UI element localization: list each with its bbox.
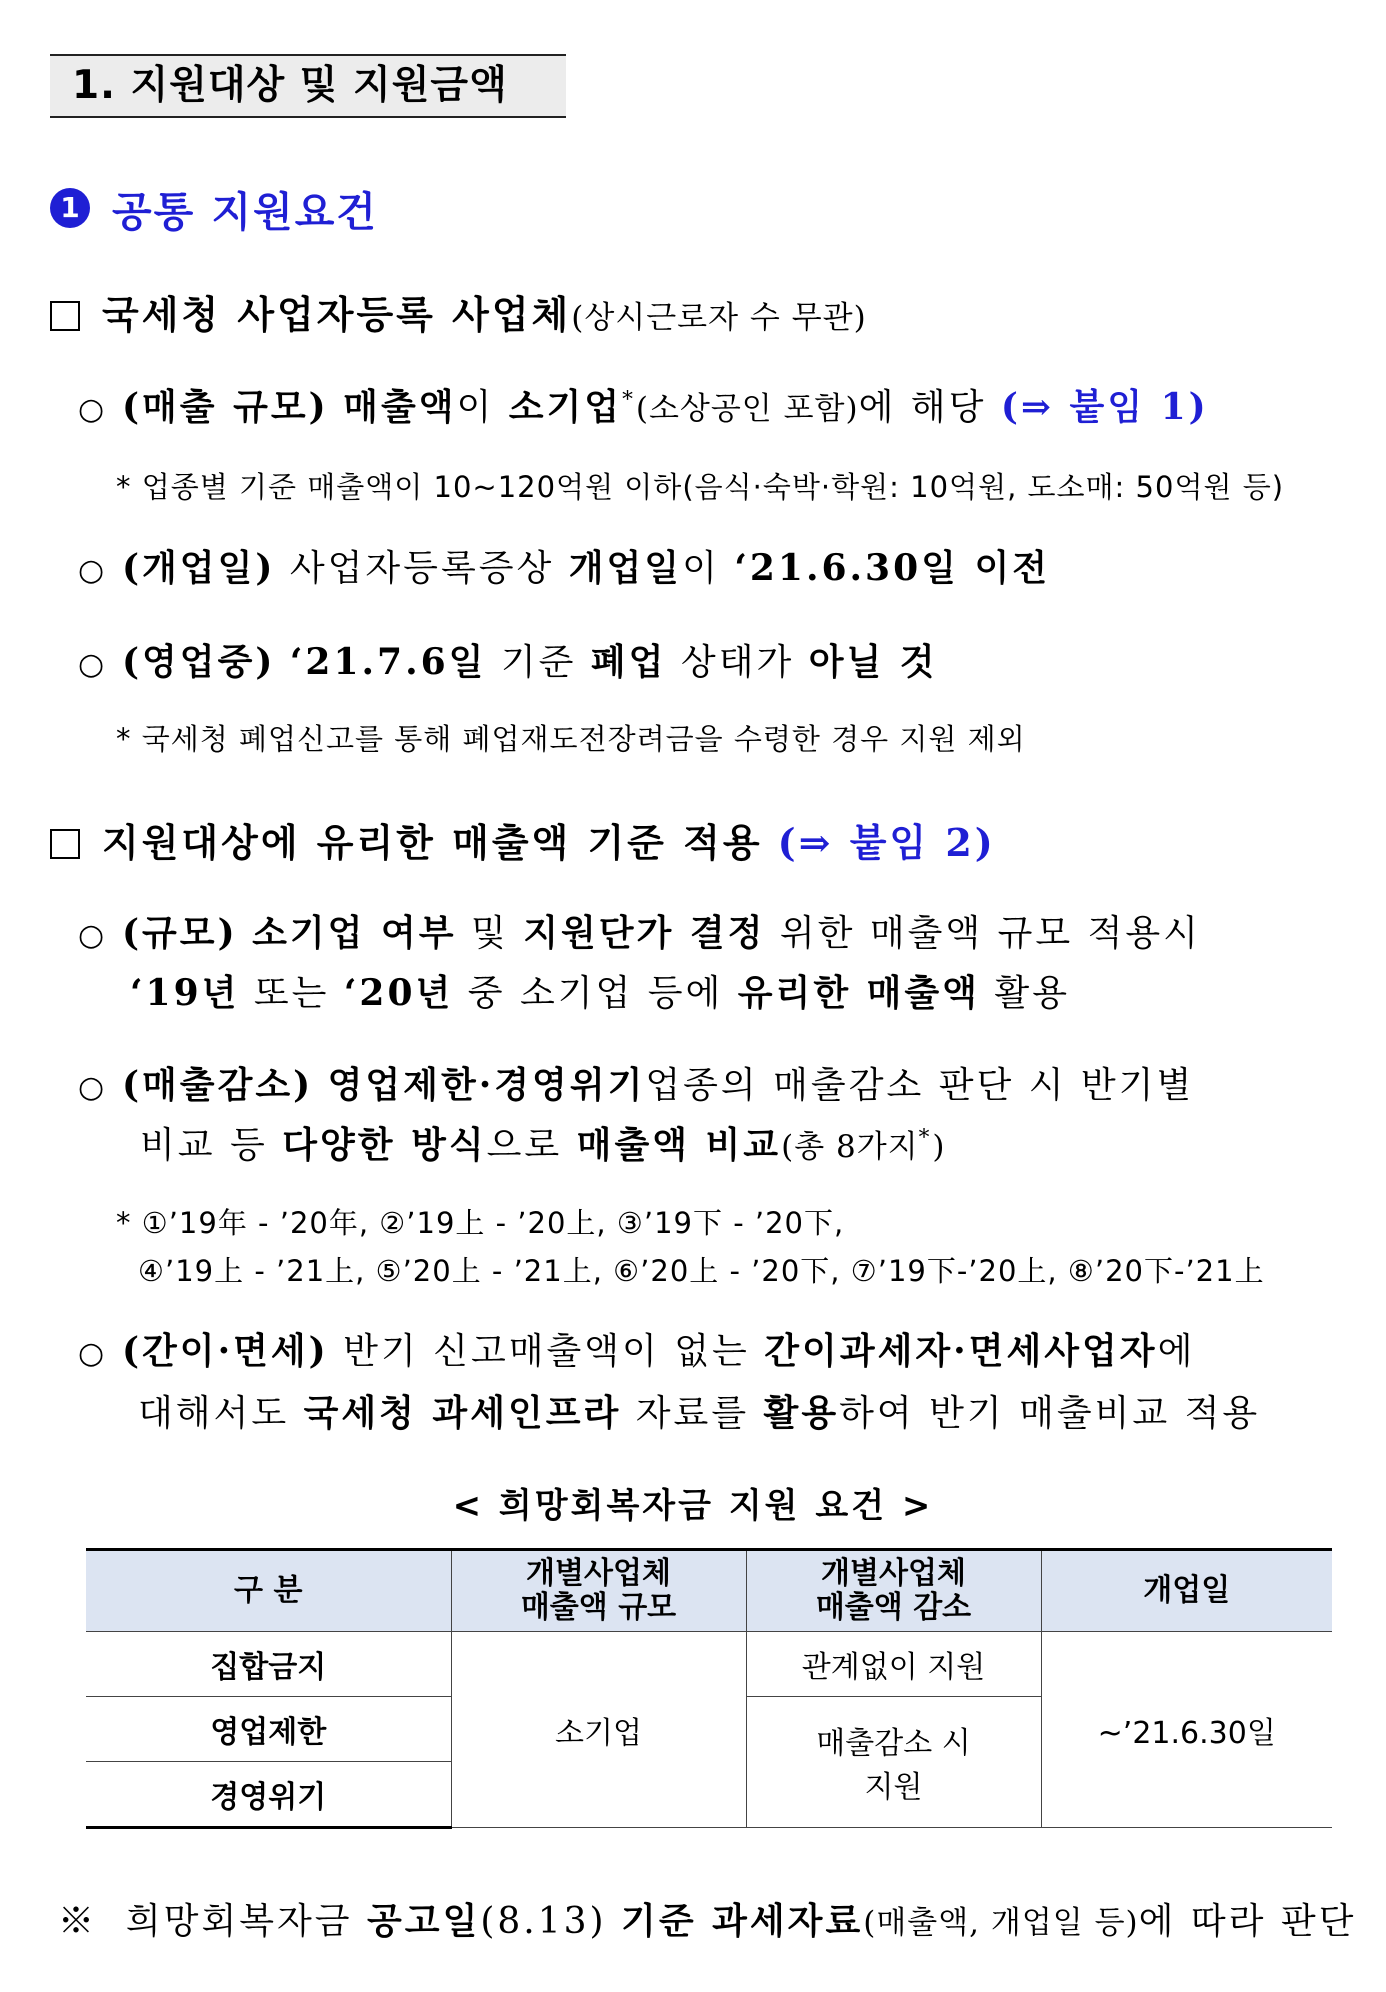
row-label-gathering-ban: 집합금지 <box>86 1632 451 1697</box>
item-label: (영업중) <box>122 641 276 683</box>
header-text: 개업일 <box>1143 1572 1231 1608</box>
text-plain: 활용 <box>994 973 1070 1014</box>
text-plain: 위한 매출액 규모 적용시 <box>779 913 1201 954</box>
text-bold: 유리한 매출액 <box>737 972 980 1014</box>
subsection-heading <box>50 180 378 236</box>
item-opening-date <box>78 547 1050 590</box>
text-plain: 하여 반기 매출비교 적용 <box>839 1393 1261 1434</box>
text-paren: (총 8가지 <box>781 1129 919 1165</box>
table-title: < 희망회복자금 지원 요건 > <box>452 1486 934 1526</box>
circle-bullet-icon: ○ <box>78 1336 108 1371</box>
header-category <box>86 1550 451 1632</box>
text-bold: 개업일 <box>568 547 683 589</box>
text-plain: 및 <box>470 913 509 954</box>
item-sales-size <box>78 386 1209 429</box>
cell-text: 지원 <box>864 1770 923 1805</box>
text-plain: 자료를 <box>635 1393 750 1434</box>
text-plain: 반기 신고매출액이 없는 <box>343 1331 750 1372</box>
row-label-management-crisis: 경영위기 <box>86 1762 451 1828</box>
row-label-business-restriction: 영업제한 <box>86 1697 451 1762</box>
header-text: 매출액 감소 <box>815 1590 972 1625</box>
header-text: 구 분 <box>234 1572 303 1608</box>
item-in-business <box>78 641 938 684</box>
text-plain: 에 해당 <box>858 387 987 428</box>
text-plain: 으로 <box>486 1125 563 1166</box>
appendix-2-reference: (⇒ 붙임 2) <box>777 820 996 865</box>
reference-mark-icon: ※ <box>58 1901 98 1942</box>
bullet-business-registration <box>50 292 867 339</box>
header-text: 매출액 규모 <box>520 1590 677 1625</box>
text-plain: 비교 등 <box>140 1125 268 1166</box>
text-plain: 상태가 <box>680 642 795 683</box>
text-bold: 다양한 방식 <box>282 1124 487 1166</box>
item-label: (매출 규모) <box>122 386 329 428</box>
text-bold: ‘21.6.30일 이전 <box>734 547 1051 589</box>
text-paren: (소상공인 포함) <box>635 391 859 427</box>
number-one-icon: 1 <box>50 188 90 228</box>
text-plain: (8.13) <box>480 1901 607 1942</box>
text-bold: 기준 과세자료 <box>621 1900 864 1942</box>
circle-bullet-icon: ○ <box>78 647 108 682</box>
header-sales-decline <box>746 1550 1041 1632</box>
note-comparison-methods-2: ④’19上 - ’21上, ⑤’20上 - ’21上, ⑥’20上 - ’20下, ⑦’19下-’20上, ⑧’20下-’21上 <box>138 1254 1265 1288</box>
text-plain: 업종의 매출감소 판단 시 반기별 <box>645 1065 1195 1106</box>
bullet-main-text: 국세청 사업자등록 사업체 <box>102 292 572 337</box>
header-text: 개별사업체 <box>821 1555 966 1591</box>
text-bold: ‘21.7.6일 <box>289 641 487 683</box>
text-plain: 에 <box>1157 1331 1196 1372</box>
item-label: (규모) <box>122 912 238 954</box>
text-plain: 이 <box>682 548 720 589</box>
text-plain: 에 따라 판단 <box>1138 1901 1357 1942</box>
section-title: 1. 지원대상 및 지원금액 <box>50 54 566 118</box>
text-plain: 이 <box>456 387 495 428</box>
table-header-row <box>86 1550 1332 1632</box>
item-simplified-tax-line2 <box>138 1392 1260 1435</box>
text-bold: 아닐 것 <box>808 641 938 683</box>
circle-bullet-icon: ○ <box>78 1070 108 1105</box>
text-bold: 활용 <box>763 1392 840 1434</box>
item-label: (간이·면세) <box>122 1330 329 1372</box>
text-bold: 간이과세자·면세사업자 <box>764 1330 1158 1372</box>
bullet-main-text: 지원대상에 유리한 매출액 기준 적용 <box>102 820 763 865</box>
checkbox-square-icon <box>50 301 80 331</box>
text-bold: ‘20년 <box>343 972 454 1014</box>
footer-note <box>58 1900 1356 1943</box>
item-scale-line2 <box>130 972 1070 1015</box>
header-opening-date <box>1041 1550 1332 1632</box>
text-bold: 지원단가 결정 <box>523 912 766 954</box>
circle-bullet-icon: ○ <box>78 392 108 427</box>
text-plain: 또는 <box>253 973 330 1014</box>
appendix-1-reference: (⇒ 붙임 1) <box>1000 386 1209 428</box>
text-paren: (매출액, 개업일 등) <box>863 1905 1139 1941</box>
cell-text: 매출감소 시 <box>816 1726 971 1761</box>
note-comparison-methods-1: * ①’19年 - ’20年, ②’19上 - ’20上, ③’19下 - ’20下, <box>116 1206 845 1240</box>
item-sales-decline-line1 <box>78 1064 1194 1107</box>
text-bold: 소기업 <box>508 386 623 428</box>
text-bold: 소기업 여부 <box>252 912 457 954</box>
footnote-mark: * <box>918 1125 933 1150</box>
item-simplified-tax-line1 <box>78 1330 1195 1373</box>
text-plain: 대해서도 <box>138 1393 290 1434</box>
cell-decline-regardless: 관계없이 지원 <box>746 1632 1041 1697</box>
bullet-favorable-sales-standard <box>50 820 996 867</box>
text-plain: 기준 <box>500 642 577 683</box>
table-row <box>86 1632 1332 1697</box>
text-bold: 매출액 <box>343 386 457 428</box>
text-plain: 희망회복자금 <box>125 1901 353 1942</box>
cell-opening-date: ~’21.6.30일 <box>1041 1632 1332 1828</box>
cell-sales-size: 소기업 <box>451 1632 746 1828</box>
item-label: (개업일) <box>122 547 276 589</box>
text-plain: 사업자등록증상 <box>289 548 555 589</box>
checkbox-square-icon <box>50 829 80 859</box>
text-plain: 중 소기업 등에 <box>467 973 724 1014</box>
note-sales-threshold: * 업종별 기준 매출액이 10~120억원 이하(음식·숙박·학원: 10억원, 도소매: 50억원 등) <box>116 470 1285 504</box>
circle-bullet-icon: ○ <box>78 553 108 588</box>
circle-bullet-icon: ○ <box>78 918 108 953</box>
item-scale-line1 <box>78 912 1201 955</box>
text-bold: 영업제한·경영위기 <box>327 1064 646 1106</box>
subsection-title: 공통 지원요건 <box>112 187 378 236</box>
text-bold: 공고일 <box>367 1900 481 1942</box>
text-paren: ) <box>932 1129 946 1165</box>
text-bold: 매출액 비교 <box>576 1124 782 1166</box>
footnote-mark: * <box>622 387 636 412</box>
requirements-table <box>86 1548 1332 1829</box>
text-bold: ‘19년 <box>130 972 240 1014</box>
header-sales-size <box>451 1550 746 1632</box>
text-bold: 국세청 과세인프라 <box>303 1392 622 1434</box>
header-text: 개별사업체 <box>526 1555 671 1591</box>
note-closure-exclusion: * 국세청 폐업신고를 통해 폐업재도전장려금을 수령한 경우 지원 제외 <box>116 722 1026 756</box>
text-bold: 폐업 <box>590 641 667 683</box>
cell-decline-required <box>746 1697 1041 1828</box>
bullet-paren-text: (상시근로자 수 무관) <box>571 300 867 336</box>
item-sales-decline-line2 <box>140 1124 946 1167</box>
item-label: (매출감소) <box>122 1064 314 1106</box>
